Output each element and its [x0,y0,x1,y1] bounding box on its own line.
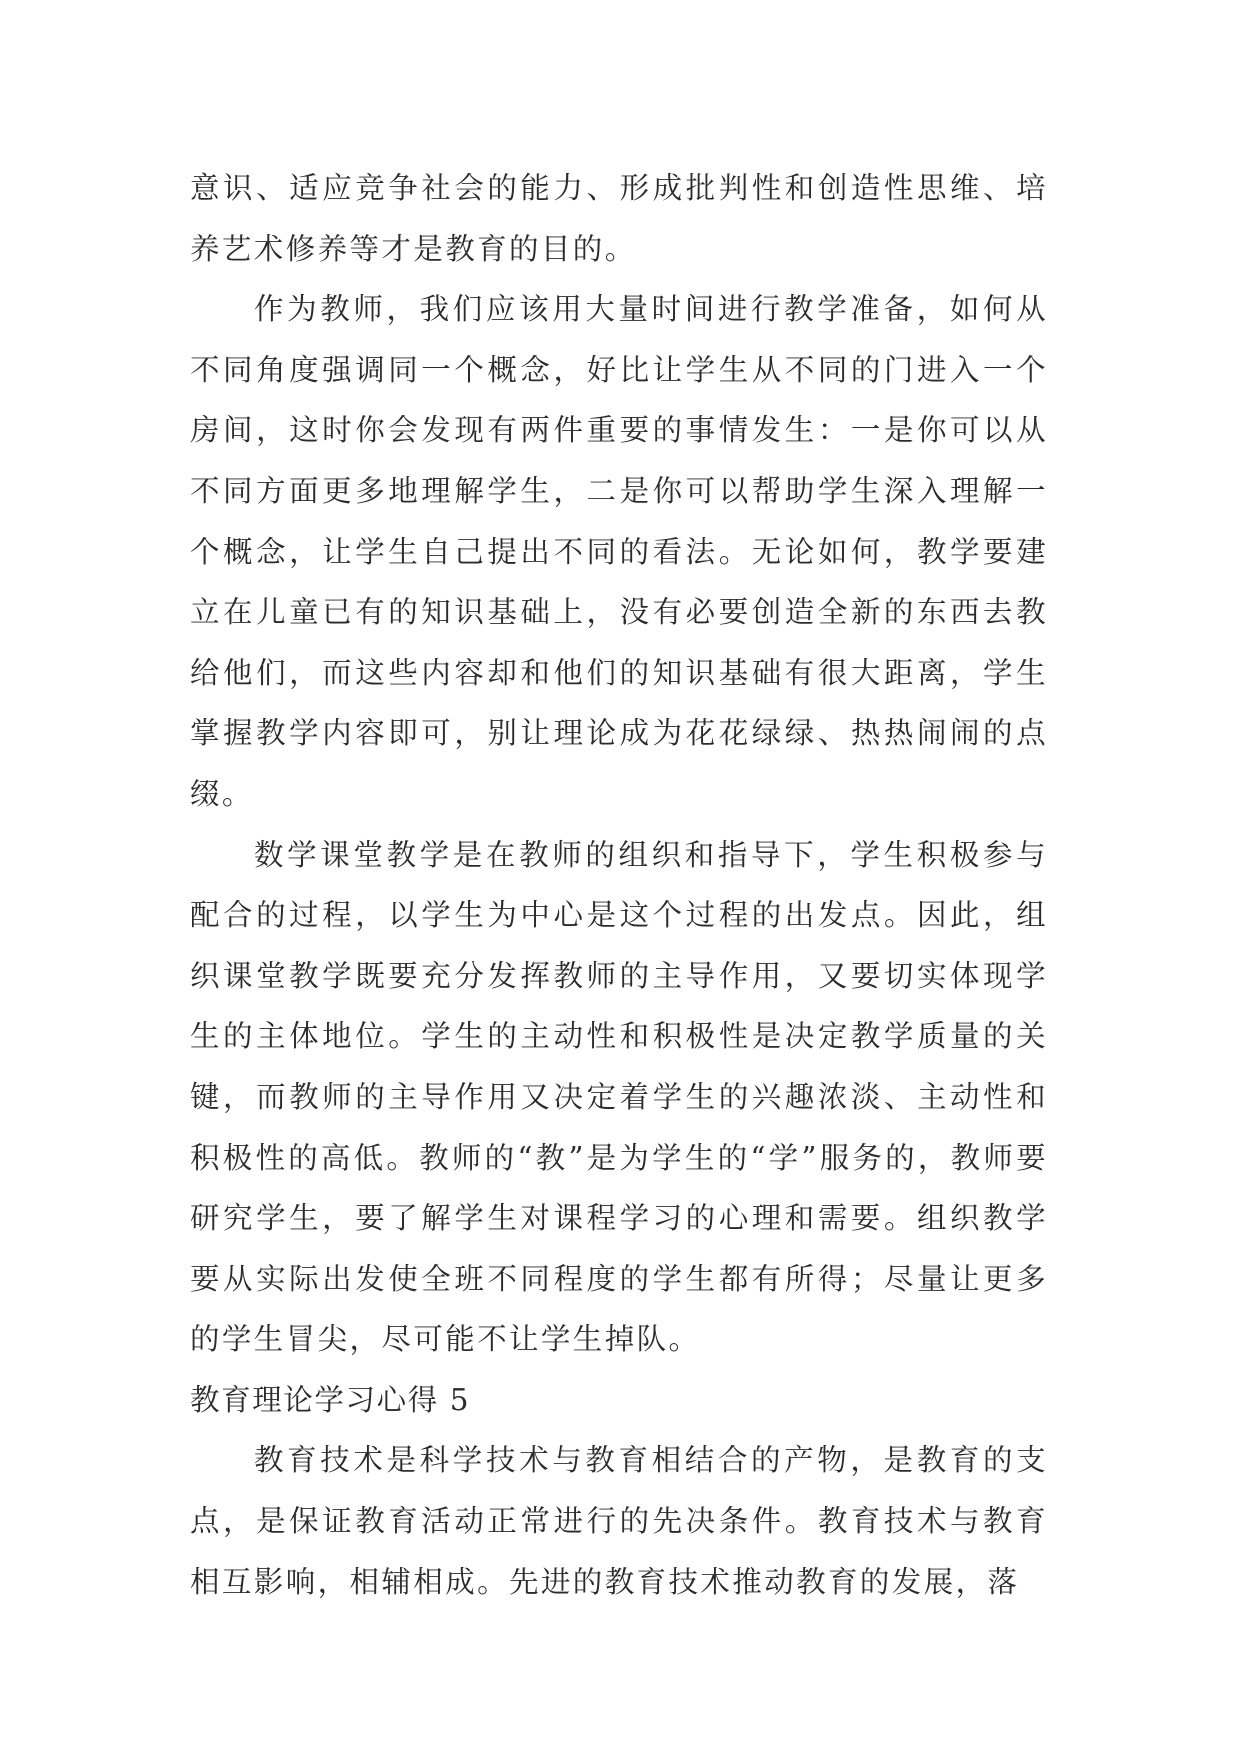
paragraph-continuation: 意识、适应竞争社会的能力、形成批判性和创造性思维、培养艺术修养等才是教育的目的。 [190,171,1048,266]
section-heading: 教育理论学习心得 5 [190,1382,471,1417]
paragraph-education-technology: 教育技术是科学技术与教育相结合的产物，是教育的支点，是保证教育活动正常进行的先决条件。教育技术与教育相互影响，相辅相成。先进的教育技术推动教育的发展，落 [190,1443,1048,1599]
document-body [190,158,1048,1612]
paragraph-math-classroom: 数学课堂教学是在教师的组织和指导下，学生积极参与配合的过程，以学生为中心是这个过程的出发点。因此，组织课堂教学既要充分发挥教师的主导作用，又要切实体现学生的主体地位。学生的主动性和积极性是决定教学质量的关键，而教师的主导作用又决定着学生的兴趣浓淡、主动性和积极性的高低。教师的“教”是为学生的“学”服务的，教师要研究学生，要了解学生对课程学习的心理和需要。组织教学要从实际出发使全班不同程度的学生都有所得；尽量让更多的学生冒尖，尽可能不让学生掉队。 [190,837,1048,1357]
paragraph-teacher-preparation: 作为教师，我们应该用大量时间进行教学准备，如何从不同角度强调同一个概念，好比让学生从不同的门进入一个房间，这时你会发现有两件重要的事情发生：一是你可以从不同方面更多地理解学生，二是你可以帮助学生深入理解一个概念，让学生自己提出不同的看法。无论如何，教学要建立在儿童已有的知识基础上，没有必要创造全新的东西去教给他们，而这些内容却和他们的知识基础有很大距离，学生掌握教学内容即可，别让理论成为花花绿绿、热热闹闹的点缀。 [190,292,1048,811]
